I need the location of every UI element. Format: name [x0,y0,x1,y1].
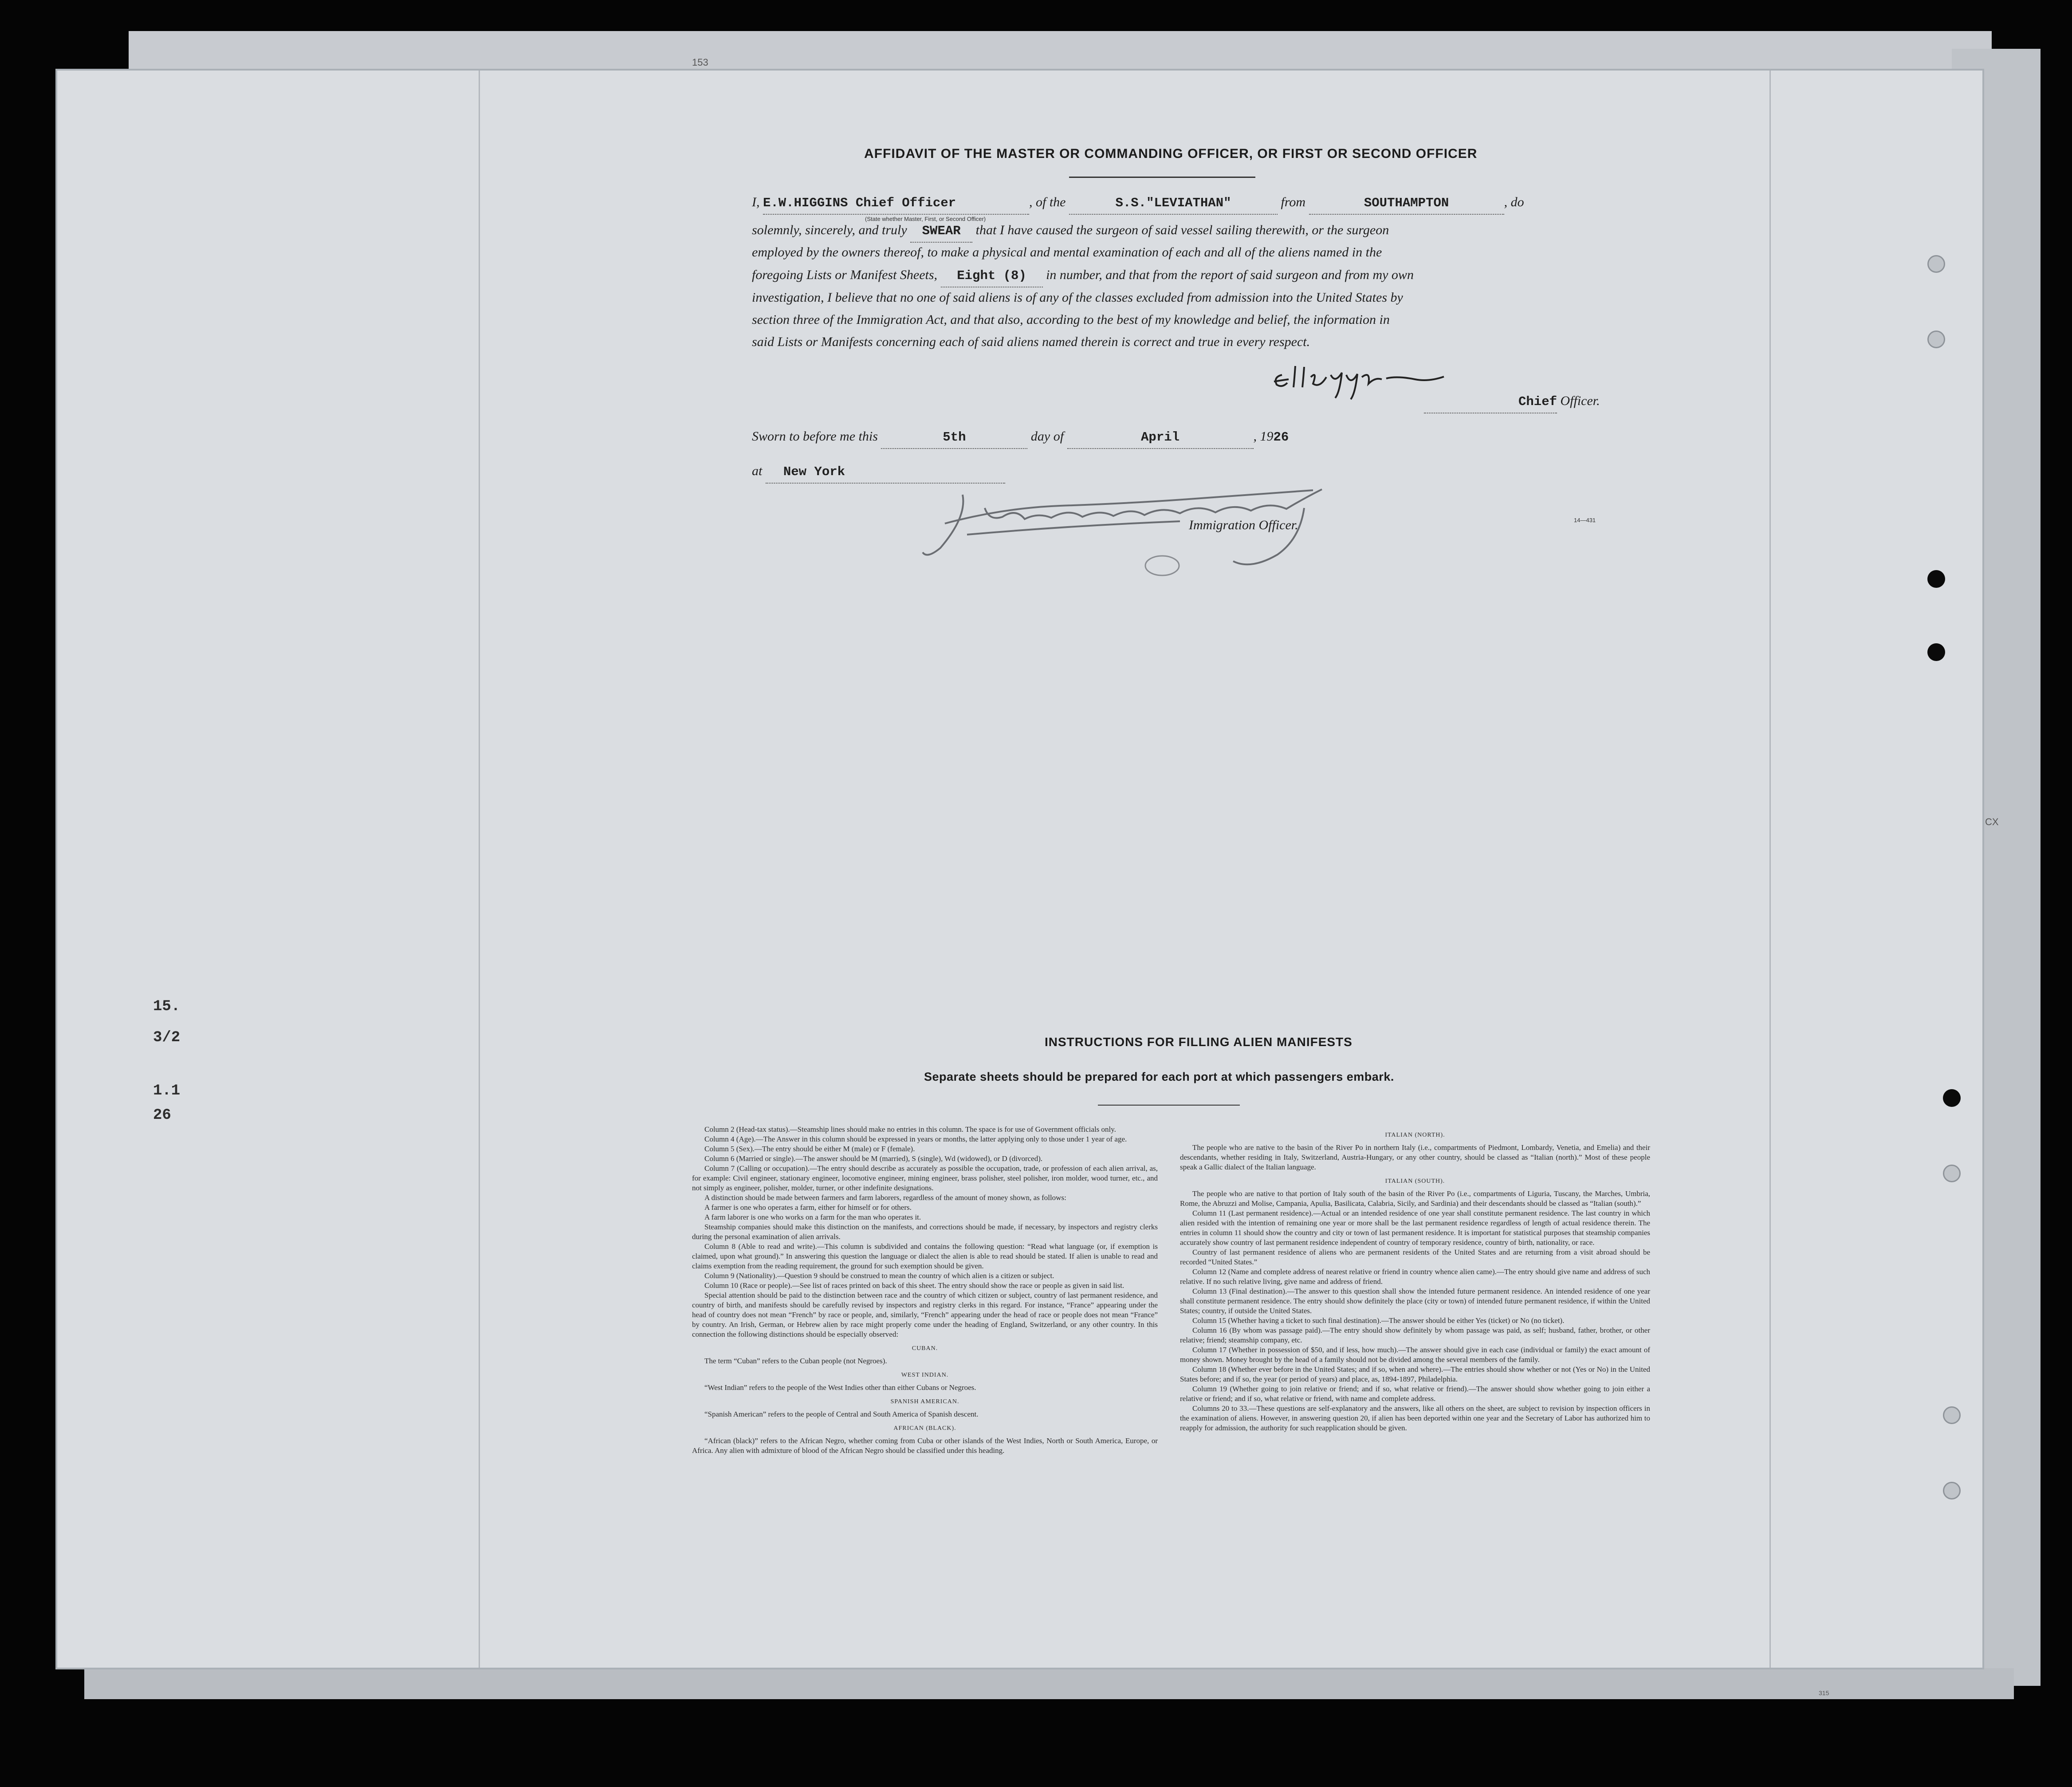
immigration-officer-label: Immigration Officer. [1189,518,1298,532]
instructions-right-column [1180,1130,1650,1433]
instruction-paragraph: A distinction should be made between farmers and farm laborers, regardless of the amount of money shown, as follows: [704,1193,1066,1202]
affidavit-line-7: said Lists or Manifests concerning each of said aliens named therein is correct and true in every respect. [752,335,1310,349]
line2-text-a: solemnly, sincerely, and truly [752,223,907,237]
signer-rank: Chief [1424,391,1557,413]
fold-line-right [1769,71,1771,1668]
instruction-paragraph: “West Indian” refers to the people of the West Indies other than either Cubans or Negroes. [704,1383,976,1392]
officer-name-field [763,193,1029,215]
instruction-paragraph: A farmer is one who operates a farm, either for himself or for others. [704,1203,912,1212]
punch-hole [1927,570,1945,588]
line2-text-b: that I have caused the surgeon of said vessel sailing therewith, or the surgeon [975,223,1389,237]
of-the-text: , of the [1029,195,1066,209]
at-text: at [752,464,763,478]
section-heading-cuban: CUBAN. [912,1345,938,1352]
officer-name: E.W.HIGGINS [763,196,848,210]
instruction-paragraph: Column 2 (Head-tax status).—Steamship lines should make no entries in this column. The space is for use of Government officials only. [704,1125,1116,1134]
instruction-paragraph: Column 7 (Calling or occupation).—The entry should describe as accurately as possible the occupation, trade, or profession of each alien arrival, as, for example: Civil engineer, stationary engineer, locomotive engineer, mining engineer, brass polisher, steel polisher, iron molder, wood turner, etc., and not simply as engineer, polisher, molder, turner, or other indefinite designations. [692,1164,1158,1192]
instruction-paragraph: The term “Cuban” refers to the Cuban people (not Negroes). [704,1357,887,1365]
affidavit-line-5: investigation, I believe that no one of said aliens is of any of the classes excluded from admission into the United States by [752,290,1403,305]
fold-line-left [479,71,480,1668]
instruction-paragraph: Column 6 (Married or single).—The answer should be M (married), S (single), Wd (widowed), or D (divorced). [704,1154,1043,1163]
instruction-paragraph: “Spanish American” refers to the people of Central and South America of Spanish descent. [704,1410,979,1418]
instruction-paragraph: Column 5 (Sex).—The entry should be either M (male) or F (female). [704,1145,915,1153]
sworn-line [752,426,1608,449]
punch-hole [1943,1089,1961,1107]
title-rule [1069,177,1255,178]
vessel-field: S.S."LEVIATHAN" [1069,193,1278,215]
punch-hole [1943,1482,1961,1500]
section-heading-italian-south: ITALIAN (SOUTH). [1385,1178,1445,1185]
instruction-paragraph: Column 16 (By whom was passage paid).—The entry should show definitely by whom passage was paid, as self; husband, father, brother, or other relative; friend; steamship company, etc. [1180,1326,1650,1344]
instructions-subtitle: Separate sheets should be prepared for each port at which passengers embark. [924,1070,1394,1083]
instruction-paragraph: Column 15 (Whether having a ticket to such final destination).—The answer should be either Yes (ticket) or No (no ticket). [1192,1316,1565,1325]
instruction-paragraph: Column 12 (Name and complete address of nearest relative or friend in country whence alien came).—The entry should give name and address of such relative. If no such relative living, give name and address of friend. [1180,1267,1650,1286]
line4-text-b: in number, and that from the report of said surgeon and from my own [1046,268,1414,282]
section-heading-italian-north: ITALIAN (NORTH). [1385,1132,1445,1138]
instruction-paragraph: Special attention should be paid to the distinction between race and the country of which citizen or subject, country of last permanent residence, and country of birth, and manifests should be carefully revised by inspectors and registry clerks in this regard. For instance, “France” appearing under the head of country does not mean “French” by race or people, and, similarly, “French” appearing under the head of race or people does not mean “France” by country. An Irish, German, or Hebrew alien by race might properly come under the heading of England, Switzerland, or any other country. In this connection the following distinctions should be especially observed: [692,1291,1158,1338]
instruction-paragraph: Steamship companies should make this distinction on the manifests, and corrections should be made, if necessary, by inspectors and registry clerks during the personal examination of alien arrivals. [692,1223,1158,1241]
punch-hole [1927,255,1945,273]
instructions-rule [1098,1105,1240,1106]
margin-number-1: 15. [153,998,181,1015]
affidavit-i: I, [752,195,760,209]
section-heading-spanish-american: SPANISH AMERICAN. [890,1398,959,1405]
punch-hole [1943,1406,1961,1424]
punch-hole [1927,331,1945,348]
edge-mark-top: 153 [692,57,708,68]
month-field: April [1067,427,1254,449]
instruction-paragraph: Column 4 (Age).—The Answer in this column should be expressed in years or months, the latter applying only to those under 1 year of age. [704,1135,1127,1143]
officer-rank: Chief Officer [855,196,956,210]
instructions-title: INSTRUCTIONS FOR FILLING ALIEN MANIFESTS [1045,1035,1353,1049]
instruction-paragraph: Columns 20 to 33.—These questions are self-explanatory and the answers, like all others on the sheet, are subject to revision by inspection officers in the examination of aliens. However, in answering question 20, if alien has been deported within one year and the Secretary of Labor has authorized him to reapply for admission, the authority for such reapplication should be given. [1180,1404,1650,1432]
affidavit-line-4 [752,264,1608,287]
instruction-paragraph: Column 9 (Nationality).—Question 9 should be construed to mean the country of which alien is a citizen or subject. [704,1271,1054,1280]
officer-label: Officer. [1560,394,1600,408]
instruction-paragraph: Column 10 (Race or people).—See list of races printed on back of this sheet. The entry should show the race or people as given in said list. [704,1281,1124,1290]
officer-rank-line [1424,390,1610,413]
margin-number-3: 1.1 [153,1082,181,1099]
sheet-count-field: Eight (8) [941,265,1043,287]
punch-hole [1943,1165,1961,1182]
affidavit-title: AFFIDAVIT OF THE MASTER OR COMMANDING OFFICER, OR FIRST OR SECOND OFFICER [864,146,1478,161]
affidavit-line-6: section three of the Immigration Act, and that also, according to the best of my knowledge and belief, the information in [752,312,1390,327]
affidavit-line-3: employed by the owners thereof, to make a physical and mental examination of each and all of the aliens named in the [752,245,1382,260]
affidavit-line-1 [752,192,1608,215]
oath-field: SWEAR [910,220,972,243]
from-text: from [1281,195,1306,209]
edge-mark-right: CX [1985,816,1999,827]
section-heading-african: AFRICAN (BLACK). [893,1425,956,1432]
punch-hole [1927,643,1945,661]
port-field: SOUTHAMPTON [1309,193,1504,215]
year-field: 26 [1273,430,1289,445]
line4-text-a: foregoing Lists or Manifest Sheets, [752,268,938,282]
instruction-paragraph: Column 8 (Able to read and write).—This column is subdivided and contains the following question: “Read what language (or, if exemption is claimed, upon what ground).” In answering this question the language or dialect the alien is able to read should be stated. If alien is unable to read and claims exemption from the reading requirement, the ground for such exemption should be given. [692,1242,1158,1270]
back-sheet-bottom [84,1668,2014,1699]
place-line [752,461,1608,484]
do-text: , do [1504,195,1524,209]
place-field: New York [766,461,1005,484]
rank-note: (State whether Master, First, or Second Officer) [865,216,986,222]
sworn-text: Sworn to before me this [752,429,878,444]
edge-mark-bottom: 315 [1819,1689,1829,1696]
instructions-left-column [692,1125,1158,1456]
section-heading-west-indian: WEST INDIAN. [901,1372,949,1378]
instruction-paragraph: “African (black)” refers to the African Negro, whether coming from Cuba or other islands of the West Indies, North or South America, Europe, or Africa. Any alien with admixture of blood of the African Negro should be classified under this heading. [692,1437,1158,1455]
form-code: 14—431 [1574,517,1596,524]
margin-number-2: 3/2 [153,1029,181,1046]
instruction-paragraph: Column 18 (Whether ever before in the United States; and if so, when and where).—The entries should show whether or not (Yes or No) in the United States before; and if so, the year (or period of years) and place, as, 1894-1897, Philadelphia. [1180,1365,1650,1383]
instruction-paragraph: The people who are native to that portion of Italy south of the basin of the River Po (i.e., compartments of Liguria, Tuscany, the Marches, Umbria, Rome, the Abruzzi and Molise, Campania, Apulia, Basilicata, Calabria, Sicily, and Sardinia) and their descendants should be classed as “Italian (south).” [1180,1189,1650,1208]
margin-number-4: 26 [153,1107,171,1124]
instruction-paragraph: A farm laborer is one who works on a farm for the man who operates it. [704,1213,921,1221]
instruction-paragraph: Column 17 (Whether in possession of $50, and if less, how much).—The answer should give in each case (individual or family) the exact amount of money shown. Money brought by the head of a family should not be divided among the several members of the family. [1180,1346,1650,1364]
instruction-paragraph: Country of last permanent residence of aliens who are permanent residents of the United States and are returning from a visit abroad should be recorded “United States.” [1180,1248,1650,1266]
instruction-paragraph: Column 13 (Final destination).—The answer to this question shall show the intended future permanent residence. An intended residence of one year shall constitute permanent residence. The entry should show definitely the place (city or town) of intended future permanent residence, if within the United States; country, if outside the United States. [1180,1287,1650,1315]
day-field: 5th [881,427,1027,449]
instruction-paragraph: The people who are native to the basin of the River Po in northern Italy (i.e., compartments of Piedmont, Lombardy, Venetia, and Emelia) and their descendants, whether residing in Italy, Switzerland, Austria-Hungary, or any other country, should be classed as “Italian (north).” Most of these people speak a Gallic dialect of the Italian language. [1180,1143,1650,1171]
instruction-paragraph: Column 19 (Whether going to join relative or friend; and if so, what relative or friend).—The answer should show whether going to join either a relative or friend; and if so, what relative or friend, with name and complete address. [1180,1385,1650,1403]
instruction-paragraph: Column 11 (Last permanent residence).—Actual or an intended residence of one year shall constitute permanent residence. The last country in which alien resided with the intention of remaining one year or more shall be the last permanent residence regardless of length of actual residence therein. The entries in column 11 should show the country and city or town of last permanent residence. It is important for statistical purposes that steamship companies accurately show country of last permanent residence independent of country of temporary residence, country of birth, nationality, or race. [1180,1209,1650,1247]
affidavit-line-2 [752,220,1608,243]
day-of-text: day of [1030,429,1064,444]
year-prefix: , 19 [1253,429,1274,444]
